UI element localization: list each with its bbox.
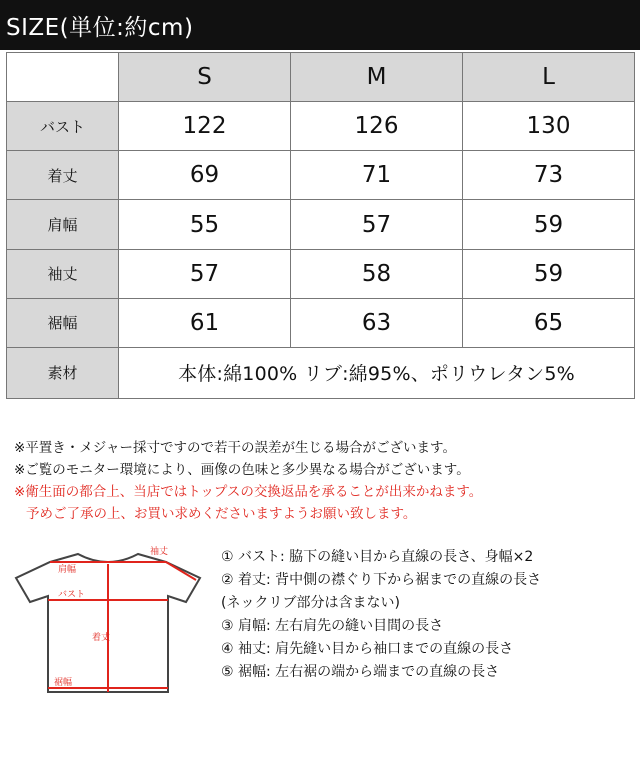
label-bust: バスト xyxy=(58,590,86,600)
column-header-l: L xyxy=(463,53,635,102)
table-cell: 59 xyxy=(463,200,635,249)
definition-hem: ⑤ 裾幅: 左右裾の端から端までの直線の長さ xyxy=(221,664,500,680)
row-label-shoulder: 肩幅 xyxy=(7,200,119,249)
table-row xyxy=(7,298,635,347)
note-no-returns: ※衛生面の都合上、当店ではトップスの交換返品を承ることが出来かねます。 xyxy=(14,484,483,500)
table-cell: 130 xyxy=(463,102,635,151)
table-cell: 126 xyxy=(291,102,463,151)
table-row xyxy=(7,151,635,200)
row-label-sleeve: 袖丈 xyxy=(7,249,119,298)
notes xyxy=(14,437,482,525)
column-header-m: M xyxy=(291,53,463,102)
row-label-bust: バスト xyxy=(7,102,119,151)
label-sleeve: 袖丈 xyxy=(150,547,169,557)
corner-cell xyxy=(7,53,119,102)
material-value: 本体:綿100% リブ:綿95%、ポリウレタン5% xyxy=(119,347,635,398)
label-shoulder: 肩幅 xyxy=(58,565,77,575)
definition-sleeve: ④ 袖丈: 肩先縫い目から袖口までの直線の長さ xyxy=(221,641,514,657)
note-monitor: ※ご覧のモニター環境により、画像の色味と多少異なる場合がございます。 xyxy=(14,462,470,478)
note-measurement: ※平置き・メジャー採寸ですので若干の誤差が生じる場合がございます。 xyxy=(14,440,456,456)
definition-length: ② 着丈: 背中側の襟ぐり下から裾までの直線の長さ xyxy=(221,572,542,588)
table-cell: 122 xyxy=(119,102,291,151)
tshirt-diagram xyxy=(8,540,208,700)
table-cell: 59 xyxy=(463,249,635,298)
table-cell: 71 xyxy=(291,151,463,200)
note-acknowledge: 予めご了承の上、お買い求めくださいますようお願い致します。 xyxy=(26,506,417,522)
row-label-length: 着丈 xyxy=(7,151,119,200)
column-header-s: S xyxy=(119,53,291,102)
label-length: 着丈 xyxy=(92,633,111,643)
definition-bust: ① バスト: 脇下の縫い目から直線の長さ、身幅×2 xyxy=(221,549,534,565)
table-cell: 63 xyxy=(291,298,463,347)
table-cell: 58 xyxy=(291,249,463,298)
size-table xyxy=(6,52,635,399)
table-cell: 57 xyxy=(119,249,291,298)
label-hem: 裾幅 xyxy=(54,678,73,688)
table-cell: 69 xyxy=(119,151,291,200)
definition-length-note: (ネックリブ部分は含まない) xyxy=(221,595,400,611)
table-cell: 73 xyxy=(463,151,635,200)
sleeve-measure-line xyxy=(166,562,196,580)
table-cell: 57 xyxy=(291,200,463,249)
page-title: SIZE(単位:約cm) xyxy=(6,15,194,41)
measurement-definitions xyxy=(221,546,541,684)
table-row xyxy=(7,102,635,151)
table-cell: 55 xyxy=(119,200,291,249)
definition-shoulder: ③ 肩幅: 左右肩先の縫い目間の長さ xyxy=(221,618,444,634)
material-row xyxy=(7,347,635,398)
table-cell: 65 xyxy=(463,298,635,347)
title-bar xyxy=(0,0,640,50)
table-header-row xyxy=(7,53,635,102)
row-label-hem: 裾幅 xyxy=(7,298,119,347)
table-row xyxy=(7,200,635,249)
row-label-material: 素材 xyxy=(7,347,119,398)
table-row xyxy=(7,249,635,298)
table-cell: 61 xyxy=(119,298,291,347)
